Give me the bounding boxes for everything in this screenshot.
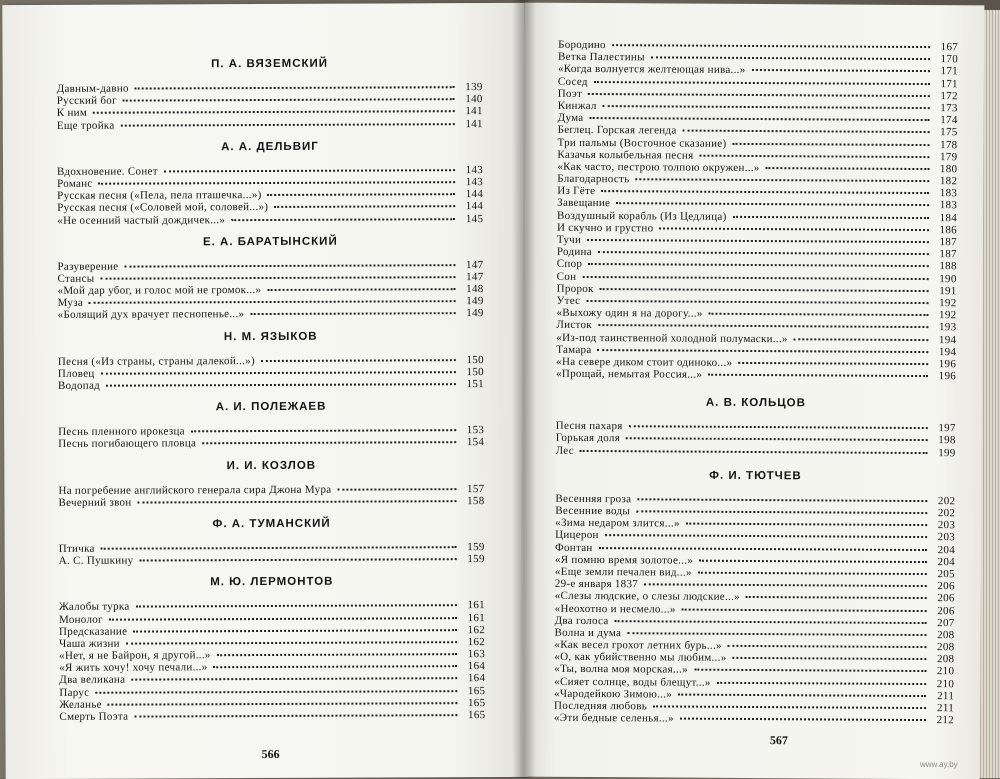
dot-leader — [202, 442, 456, 445]
entry-page-number: 197 — [938, 422, 956, 435]
dot-leader — [580, 450, 928, 454]
entry-page-number: 198 — [938, 434, 956, 447]
entry-page-number: 208 — [936, 641, 955, 654]
entry-page-number: 145 — [465, 212, 484, 225]
dot-leader — [733, 216, 930, 219]
entry-title: Три пальмы (Восточное сказание) — [557, 136, 727, 150]
entry-page-number: 204 — [937, 555, 955, 568]
entry-title: Песня («Из страны, страны далекой...») — [57, 354, 255, 368]
left-page — [2, 3, 527, 779]
dot-leader — [733, 657, 927, 660]
entry-title: Чаша жизни — [59, 637, 120, 650]
entry-page-number: 210 — [936, 665, 955, 678]
entry-page-number: 193 — [938, 321, 957, 334]
entry-page-number: 194 — [938, 345, 957, 358]
entry-page-number: 150 — [466, 365, 484, 378]
dot-leader — [629, 425, 928, 429]
entry-title: «Зима недаром злится...» — [555, 516, 680, 530]
entry-page-number: 171 — [940, 77, 958, 90]
entry-title: Поэт — [557, 87, 583, 100]
entry-page-number: 167 — [940, 41, 959, 54]
dot-leader — [121, 123, 455, 126]
entry-page-number: 148 — [466, 283, 484, 296]
entry-page-number: 165 — [467, 709, 486, 722]
entry-title: Спор — [556, 258, 583, 271]
entry-title: «Из-под таинственной холодной полумаски...» — [556, 331, 788, 345]
dot-leader — [586, 300, 928, 304]
entry-title: Тамара — [556, 343, 592, 356]
entry-page-number: 212 — [936, 714, 955, 727]
dot-leader — [101, 546, 457, 550]
dot-leader — [131, 678, 457, 681]
entry-title: Стансы — [57, 272, 95, 285]
entry-page-number: 154 — [466, 436, 485, 449]
author-heading: Ф. А. ТУМАНСКИЙ — [212, 517, 331, 531]
entry-title: Романс — [57, 177, 93, 190]
author-heading: А. А. ДЕЛЬВИГ — [221, 140, 319, 153]
dot-leader — [698, 572, 927, 575]
author-heading: И. И. КОЗЛОВ — [226, 459, 317, 472]
author-heading: П. А. ВЯЗЕМСКИЙ — [211, 57, 329, 71]
entry-title: Беглец. Горская легенда — [557, 124, 677, 137]
entry-page-number: 194 — [938, 333, 957, 346]
dot-leader — [680, 718, 926, 722]
entry-page-number: 183 — [939, 187, 958, 200]
entry-title: Водопад — [57, 379, 101, 392]
entry-title: Кинжал — [557, 99, 597, 112]
entry-page-number: 159 — [467, 553, 485, 566]
dot-leader — [699, 154, 929, 157]
entry-title: Бородино — [558, 38, 606, 52]
entry-page-number: 143 — [465, 175, 484, 189]
entry-page-number: 178 — [940, 138, 958, 151]
entry-title: На погребение английского генерала сира Джона Мура — [58, 483, 332, 497]
dot-leader — [728, 645, 927, 648]
entry-title: «Эти бедные селенья...» — [553, 711, 674, 725]
entry-page-number: 149 — [466, 295, 484, 308]
entry-page-number: 157 — [466, 482, 485, 495]
entry-title: Песнь погибающего пловца — [58, 437, 197, 451]
dot-leader — [100, 276, 455, 280]
entry-title: Предсказание — [59, 625, 128, 638]
dot-leader — [217, 653, 457, 656]
entry-title: «Мой дар убог, и голос мой не громок...» — [57, 284, 262, 297]
dot-leader — [261, 359, 456, 362]
dot-leader — [594, 81, 930, 85]
entry-page-number: 144 — [465, 200, 484, 213]
dot-leader — [109, 617, 457, 621]
dot-leader — [106, 383, 456, 387]
dot-leader — [191, 429, 456, 432]
entry-page-number: 163 — [467, 648, 486, 661]
dot-leader — [626, 438, 928, 442]
dot-leader — [93, 111, 455, 115]
entry-page-number: 186 — [939, 223, 958, 237]
entry-title: Листок — [556, 319, 592, 332]
entry-page-number: 161 — [467, 599, 485, 612]
entry-title: И скучно и грустно — [556, 221, 654, 235]
entry-page-number: 203 — [937, 531, 956, 544]
entry-title: Последняя любовь — [554, 699, 648, 713]
entry-title: 29-е января 1837 — [554, 577, 639, 591]
entry-page-number: 202 — [937, 494, 956, 508]
entry-page-number: 207 — [937, 616, 955, 629]
dot-leader — [616, 203, 929, 207]
dot-leader — [653, 705, 926, 709]
dot-leader — [134, 714, 457, 717]
entry-title: Родина — [556, 245, 592, 259]
entry-title: Волна и дума — [554, 626, 622, 640]
left-page-number: 566 — [261, 746, 280, 762]
dot-leader — [678, 693, 926, 697]
entry-title: «Прощай, немытая Россия...» — [556, 367, 703, 381]
dot-leader — [89, 300, 456, 304]
entry-title: Пловец — [57, 367, 95, 380]
dot-leader — [337, 488, 456, 491]
entry-title: Разуверение — [57, 260, 119, 273]
entry-page-number: 171 — [940, 65, 958, 78]
author-heading: А. В. КОЛЬЦОВ — [705, 396, 806, 410]
entry-title: Песня пахаря — [555, 420, 623, 433]
dot-leader — [598, 349, 929, 353]
entry-page-number: 183 — [939, 199, 958, 212]
entry-page-number: 208 — [937, 629, 955, 642]
toc-entry — [59, 553, 485, 567]
entry-title: Давным-давно — [56, 82, 129, 95]
entry-page-number: 211 — [937, 702, 955, 715]
entry-page-number: 184 — [939, 211, 958, 224]
dot-leader — [588, 93, 930, 97]
entry-page-number: 170 — [940, 53, 959, 66]
dot-leader — [589, 117, 929, 121]
entry-page-number: 188 — [939, 260, 957, 273]
entry-title: Цицерон — [555, 529, 599, 542]
dot-leader — [598, 324, 928, 328]
entry-title: Русский бог — [56, 94, 117, 108]
entry-page-number: 196 — [938, 370, 957, 383]
entry-title: Благодарность — [557, 172, 630, 186]
entry-title: Горькая доля — [555, 432, 621, 445]
entry-title: К ним — [56, 107, 88, 120]
dot-leader — [732, 142, 929, 145]
entry-title: Тучи — [556, 233, 582, 246]
entry-title: Сосед — [557, 75, 588, 88]
entry-title: Вдохновение. Сонет — [57, 165, 158, 178]
dot-leader — [682, 608, 927, 611]
entry-title: Русская песня («Пела, пела пташечка...») — [57, 189, 262, 203]
entry-page-number: 173 — [940, 102, 958, 115]
entry-title: Ветка Палестины — [558, 50, 645, 64]
entry-page-number: 199 — [938, 446, 956, 459]
toc-entry — [556, 331, 956, 346]
entry-page-number: 141 — [465, 105, 483, 118]
entry-title: Песнь пленного ирокезца — [58, 425, 185, 439]
toc-entry — [58, 436, 484, 450]
entry-title: Два великана — [59, 674, 126, 687]
entry-title: «На севере диком стоит одиноко...» — [556, 355, 733, 369]
dot-leader — [644, 583, 927, 587]
dot-leader — [136, 604, 457, 607]
dot-leader — [133, 629, 457, 632]
dot-leader — [267, 288, 455, 291]
entry-title: «Выхожу один я на дорогу...» — [556, 306, 703, 320]
entry-page-number: 192 — [939, 309, 957, 322]
entry-page-number: 210 — [936, 677, 955, 690]
entry-title: Завещание — [557, 197, 611, 210]
dot-leader — [686, 523, 927, 526]
author-heading: Ф. И. ТЮТЧЕВ — [709, 469, 802, 483]
entry-page-number: 143 — [465, 163, 484, 176]
entry-title: Русская песня («Соловей мой, соловей...») — [57, 201, 269, 215]
dot-leader — [250, 313, 455, 316]
toc-entry — [58, 495, 484, 509]
toc-entry — [554, 712, 954, 727]
entry-title: Вечерний звон — [58, 496, 132, 509]
entry-page-number: 187 — [939, 236, 957, 249]
entry-title: Муза — [57, 297, 84, 310]
entry-title: Воздушный корабль (Из Цедлица) — [557, 209, 727, 223]
entry-page-number: 196 — [938, 358, 957, 371]
dot-leader — [708, 374, 928, 377]
entry-page-number: 164 — [467, 660, 486, 673]
entry-title: Два голоса — [554, 614, 609, 627]
entry-title: Желанье — [59, 698, 102, 711]
dot-leader — [139, 558, 456, 561]
dot-leader — [587, 239, 929, 243]
entry-title: «Ты, волна моя морская...» — [554, 663, 688, 677]
entry-page-number: 192 — [939, 297, 957, 310]
entry-page-number: 140 — [465, 93, 483, 106]
dot-leader — [274, 205, 455, 208]
dot-leader — [123, 98, 455, 101]
dot-leader — [615, 620, 927, 624]
entry-page-number: 161 — [467, 611, 486, 624]
entry-title: «Чародейкою Зимою...» — [554, 687, 673, 701]
entry-page-number: 191 — [939, 284, 957, 297]
dot-leader — [598, 251, 929, 255]
watermark: www.ay.by — [920, 760, 958, 769]
entry-page-number: 182 — [939, 175, 958, 188]
dot-leader — [600, 288, 929, 292]
entry-title: Казачья колыбельная песня — [557, 148, 694, 162]
entry-page-number: 211 — [937, 689, 955, 703]
dot-leader — [636, 178, 930, 182]
entry-page-number: 147 — [466, 270, 484, 283]
entry-title: Еще тройка — [56, 119, 115, 132]
entry-title: «Как весел грохот летних бурь...» — [554, 638, 722, 652]
entry-page-number: 149 — [466, 307, 484, 320]
entry-page-number: 180 — [939, 163, 958, 176]
right-toc — [554, 39, 958, 727]
entry-page-number: 206 — [937, 580, 955, 593]
toc-entry — [58, 307, 484, 321]
entry-title: «Сияет солнце, воды блещут...» — [554, 675, 711, 689]
section-spacer — [556, 380, 956, 388]
entry-title: Смерть Поэта — [59, 710, 129, 723]
dot-leader — [101, 371, 456, 375]
entry-page-number: 150 — [466, 353, 484, 366]
entry-title: «Я помню время золотое...» — [554, 553, 694, 567]
entry-title: «Слезы людские, о слезы людские...» — [554, 590, 740, 604]
dot-leader — [683, 130, 930, 134]
dot-leader — [612, 44, 930, 48]
entry-page-number: 165 — [467, 684, 486, 697]
entry-title: Весенние воды — [555, 504, 631, 518]
entry-title: Сон — [556, 270, 577, 283]
dot-leader — [603, 105, 930, 109]
entry-title: «Не осенний частый дождичек...» — [57, 213, 226, 227]
entry-page-number: 139 — [465, 81, 483, 94]
entry-title: Монолог — [58, 613, 103, 626]
entry-page-number: 187 — [939, 248, 957, 261]
dot-leader — [694, 669, 926, 672]
dot-leader — [126, 641, 457, 644]
entry-page-number: 144 — [465, 188, 484, 201]
dot-leader — [738, 362, 928, 365]
entry-title: Дума — [557, 111, 584, 125]
dot-leader — [124, 264, 455, 267]
entry-title: «Болящий дух врачует песнопенье...» — [57, 308, 245, 322]
entry-title: «Я жить хочу! хочу печали...» — [59, 661, 208, 675]
entry-page-number: 205 — [937, 568, 955, 581]
entry-page-number: 153 — [466, 424, 485, 437]
dot-leader — [766, 167, 930, 170]
dot-leader — [746, 596, 927, 599]
entry-page-number: 147 — [466, 258, 484, 271]
dot-leader — [214, 665, 458, 668]
author-heading: М. Ю. ЛЕРМОНТОВ — [210, 576, 334, 589]
entry-title: Утес — [556, 294, 581, 307]
entry-title: «Когда волнуется желтеющая нива...» — [557, 63, 746, 77]
entry-page-number: 202 — [937, 507, 956, 520]
dot-leader — [138, 500, 457, 503]
toc-entry — [58, 378, 484, 392]
dot-leader — [164, 169, 455, 172]
entry-page-number: 162 — [467, 635, 486, 648]
right-page — [520, 3, 985, 779]
entry-page-number: 203 — [937, 519, 956, 532]
dot-leader — [601, 190, 929, 194]
entry-title: «Еще земли печален вид...» — [554, 565, 692, 579]
entry-title: А. С. Пушкину — [58, 554, 134, 568]
entry-title: Фонтан — [555, 541, 593, 554]
entry-page-number: 164 — [467, 672, 486, 685]
entry-page-number: 190 — [939, 272, 957, 285]
entry-title: «Как часто, пестрою толпою окружен...» — [557, 160, 760, 174]
dot-leader — [599, 547, 927, 551]
entry-page-number: 175 — [940, 126, 958, 139]
toc-entry — [59, 709, 485, 723]
entry-title: «Нет, я не Байрон, я другой...» — [59, 649, 211, 662]
dot-leader — [95, 690, 457, 694]
entry-title: Лес — [555, 444, 574, 457]
entry-page-number: 174 — [940, 114, 958, 127]
entry-page-number: 208 — [936, 653, 955, 666]
dot-leader — [637, 498, 927, 502]
dot-leader — [268, 193, 456, 196]
entry-page-number: 206 — [937, 592, 955, 605]
dot-leader — [659, 227, 929, 231]
entry-title: Из Гёте — [557, 185, 596, 198]
toc-entry — [57, 118, 483, 132]
entry-page-number: 151 — [466, 378, 484, 391]
dot-leader — [605, 534, 927, 538]
left-toc — [57, 47, 486, 723]
dot-leader — [709, 313, 929, 316]
dot-leader — [588, 263, 929, 267]
dot-leader — [231, 218, 455, 221]
entry-page-number: 158 — [467, 494, 485, 507]
author-heading: А. И. ПОЛЕЖАЕВ — [215, 400, 327, 414]
entry-page-number: 159 — [467, 540, 485, 554]
dot-leader — [752, 69, 930, 72]
dot-leader — [99, 181, 456, 185]
entry-title: «О, как убийственно мы любим...» — [554, 651, 727, 665]
dot-leader — [699, 559, 927, 562]
entry-page-number: 165 — [467, 696, 486, 709]
entry-title: Жалобы турка — [58, 600, 130, 614]
dot-leader — [135, 86, 455, 89]
dot-leader — [627, 632, 926, 636]
entry-page-number: 141 — [465, 117, 483, 130]
entry-page-number: 172 — [940, 89, 958, 103]
toc-entry — [57, 213, 483, 227]
entry-page-number: 179 — [939, 150, 958, 163]
dot-leader — [108, 702, 458, 706]
dot-leader — [717, 681, 926, 684]
entry-title: Пророк — [556, 282, 594, 295]
right-page-number: 567 — [769, 733, 788, 748]
dot-leader — [794, 338, 929, 341]
author-heading: Е. А. БАРАТЫНСКИЙ — [202, 235, 338, 248]
entry-title: Весенняя гроза — [555, 492, 632, 506]
dot-leader — [636, 510, 927, 514]
entry-title: Птичка — [58, 542, 95, 555]
dot-leader — [582, 276, 928, 280]
entry-page-number: 204 — [937, 543, 956, 556]
dot-leader — [651, 57, 930, 61]
entry-title: «Неохотно и несмело...» — [554, 602, 676, 616]
entry-title: Парус — [59, 686, 90, 699]
entry-page-number: 162 — [467, 623, 486, 636]
entry-page-number: 206 — [937, 604, 955, 617]
author-heading: Н. М. ЯЗЫКОВ — [223, 330, 318, 343]
